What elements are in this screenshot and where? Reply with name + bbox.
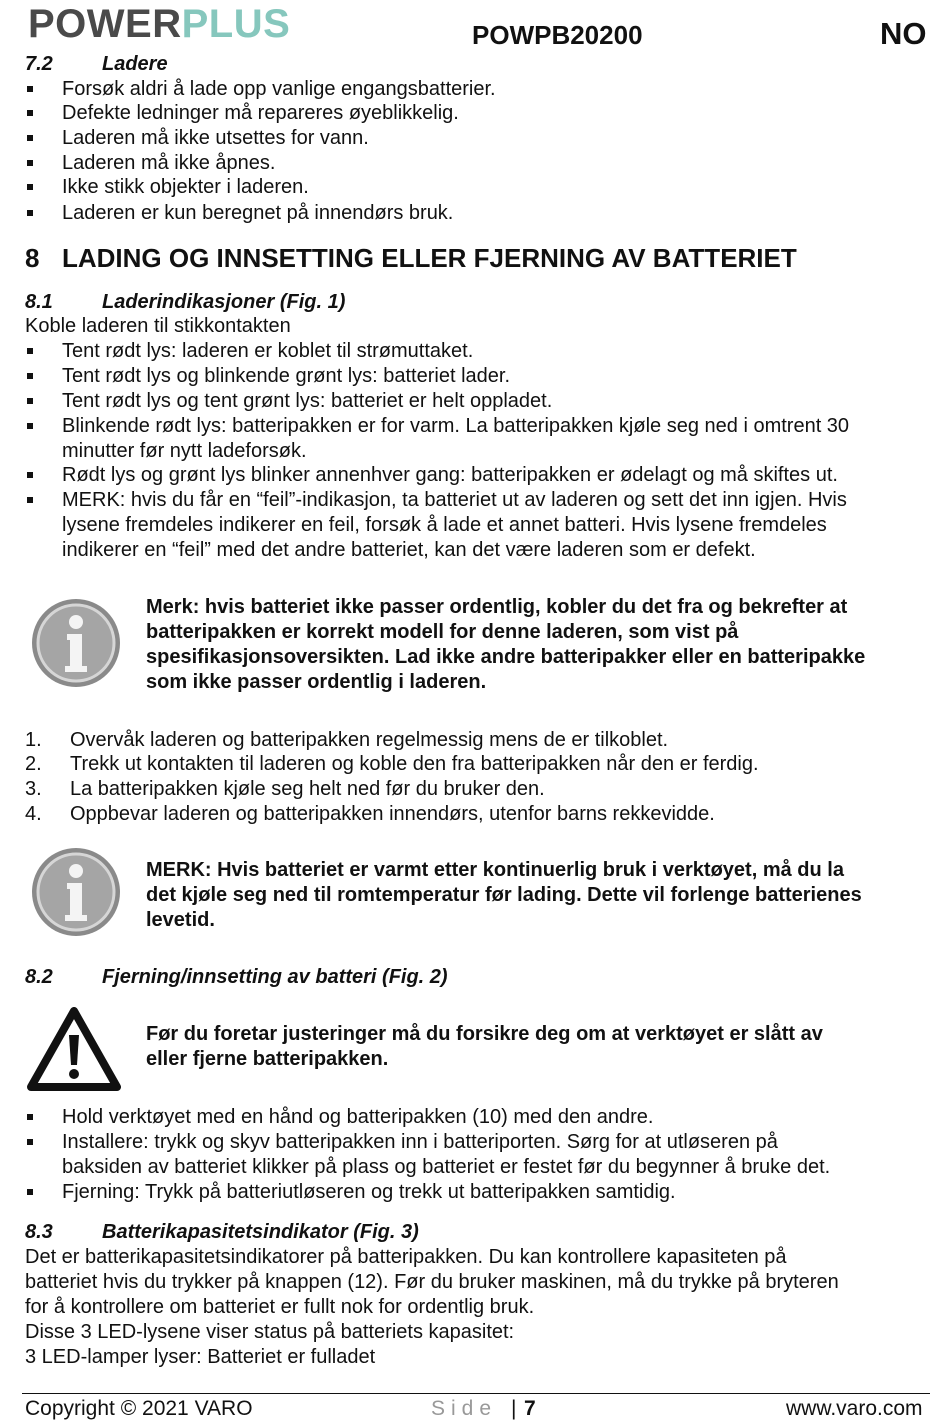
list-item: Tent rødt lys og blinkende grønt lys: batteriet lader.: [62, 365, 510, 387]
list-item-continuation: baksiden av batteriet klikker på plass og batteriet er festet før du begynner å bruke det.: [62, 1156, 831, 1178]
language-code: NO: [880, 16, 927, 51]
list-item: Installere: trykk og skyv batteripakken inn i batteriporten. Sørg for at utløseren på: [62, 1131, 778, 1153]
list-item-continuation: minutter før nytt ladeforsøk.: [62, 440, 307, 462]
list-item-continuation: indikerer en “feil” med det andre batteriet, kan det være laderen som er defekt.: [62, 539, 756, 561]
section-8-title: LADING OG INNSETTING ELLER FJERNING AV BATTERIET: [62, 243, 797, 273]
list-item: Ikke stikk objekter i laderen.: [62, 176, 309, 198]
section-8-3-title: Batterikapasitetsindikator (Fig. 3): [102, 1221, 419, 1243]
step-number: 2.: [25, 753, 42, 775]
note-line: MERK: Hvis batteriet er varmt etter kontinuerlig bruk i verktøyet, må du la: [146, 859, 844, 881]
footer-separator: |: [511, 1397, 517, 1420]
section-7-2-number: 7.2: [25, 53, 53, 75]
list-item: Laderen er kun beregnet på innendørs bruk.: [62, 202, 454, 224]
note-line: levetid.: [146, 909, 215, 931]
note-line: batteripakken er korrekt modell for denne laderen, som vist på: [146, 621, 739, 643]
warning-triangle-icon: [27, 1007, 121, 1091]
list-item: Rødt lys og grønt lys blinker annenhver gang: batteripakken er ødelagt og må skiftes ut.: [62, 464, 838, 486]
section-8-3-number: 8.3: [25, 1221, 53, 1243]
footer-divider: [22, 1393, 930, 1394]
note-line: som ikke passer ordentlig i laderen.: [146, 671, 487, 693]
logo-part-2: PLUS: [181, 2, 291, 46]
footer-url[interactable]: www.varo.com: [786, 1397, 923, 1420]
brand-logo: [28, 2, 290, 46]
footer-page-number: 7: [524, 1397, 536, 1420]
paragraph-line: 3 LED-lamper lyser: Batteriet er fulladet: [25, 1346, 376, 1368]
list-item: Tent rødt lys: laderen er koblet til strømuttaket.: [62, 340, 474, 362]
paragraph-line: Disse 3 LED-lysene viser status på batteriets kapasitet:: [25, 1321, 515, 1343]
paragraph-line: batteriet hvis du trykker på knappen (12). Før du bruker maskinen, må du trykke på bryteren: [25, 1271, 839, 1293]
section-8-1-number: 8.1: [25, 291, 53, 313]
paragraph-line: for å kontrollere om batteriet er fullt nok for ordentlig bruk.: [25, 1296, 535, 1318]
model-number: POWPB20200: [472, 20, 643, 50]
info-icon: [29, 845, 123, 939]
list-item: Fjerning: Trykk på batteriutløseren og trekk ut batteripakken samtidig.: [62, 1181, 676, 1203]
list-item: Hold verktøyet med en hånd og batteripakken (10) med den andre.: [62, 1106, 654, 1128]
section-8-2-number: 8.2: [25, 966, 53, 988]
step-text: Overvåk laderen og batteripakken regelmessig mens de er tilkoblet.: [70, 729, 669, 751]
list-item: MERK: hvis du får en “feil”-indikasjon, ta batteriet ut av laderen og sett det inn igjen. Hvis: [62, 489, 847, 511]
list-item: Laderen må ikke utsettes for vann.: [62, 127, 369, 149]
logo-part-1: POWER: [28, 2, 182, 46]
section-7-2-title: Ladere: [102, 53, 168, 75]
list-item: Blinkende rødt lys: batteripakken er for varm. La batteripakken kjøle seg ned i omtrent 30: [62, 415, 850, 437]
warning-line: eller fjerne batteripakken.: [146, 1048, 389, 1070]
step-text: Trekk ut kontakten til laderen og koble den fra batteripakken når den er ferdig.: [70, 753, 759, 775]
list-item: Forsøk aldri å lade opp vanlige engangsbatterier.: [62, 78, 496, 100]
list-item: Laderen må ikke åpnes.: [62, 152, 276, 174]
footer-page-label: Side: [431, 1397, 498, 1420]
step-number: 3.: [25, 778, 42, 800]
step-number: 4.: [25, 803, 42, 825]
paragraph-line: Det er batterikapasitetsindikatorer på batteripakken. Du kan kontrollere kapasiteten på: [25, 1246, 787, 1268]
note-line: Merk: hvis batteriet ikke passer ordentlig, kobler du det fra og bekrefter at: [146, 596, 848, 618]
footer-copyright: Copyright © 2021 VARO: [25, 1397, 253, 1420]
list-item: Tent rødt lys og tent grønt lys: batteriet er helt oppladet.: [62, 390, 553, 412]
step-text: Oppbevar laderen og batteripakken innendørs, utenfor barns rekkevidde.: [70, 803, 715, 825]
section-8-number: 8: [25, 243, 40, 273]
warning-line: Før du foretar justeringer må du forsikre deg om at verktøyet er slått av: [146, 1023, 823, 1045]
info-icon: [29, 596, 123, 690]
section-8-2-title: Fjerning/innsetting av batteri (Fig. 2): [102, 966, 448, 988]
step-text: La batteripakken kjøle seg helt ned før du bruker den.: [70, 778, 545, 800]
list-item: Defekte ledninger må repareres øyeblikkelig.: [62, 102, 459, 124]
step-number: 1.: [25, 729, 42, 751]
section-8-1-intro: Koble laderen til stikkontakten: [25, 315, 291, 337]
note-line: spesifikasjonsoversikten. Lad ikke andre batteripakker eller en batteripakke: [146, 646, 866, 668]
note-line: det kjøle seg ned til romtemperatur før lading. Dette vil forlenge batterienes: [146, 884, 862, 906]
section-8-1-title: Laderindikasjoner (Fig. 1): [102, 291, 346, 313]
list-item-continuation: lysene fremdeles indikerer en feil, forsøk å lade et annet batteri. Hvis lysene fremdeles: [62, 514, 827, 536]
